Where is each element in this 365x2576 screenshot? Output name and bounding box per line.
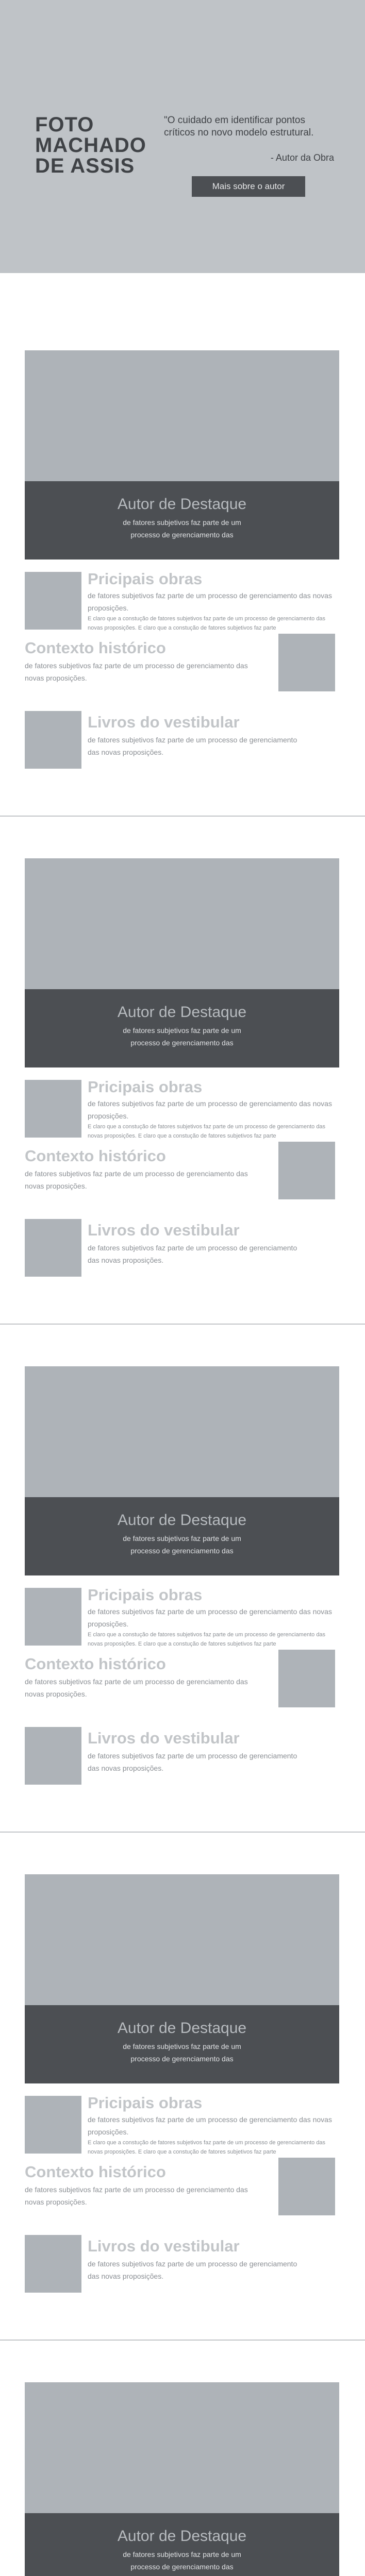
books-title: Livros do vestibular [88,1729,240,1747]
banner-title: Autor de Destaque [117,496,247,513]
context-image [278,2158,335,2215]
works-image [25,1588,81,1646]
works-text: de fatores subjetivos faz parte de um processo de gerenciamento das novas proposições. [88,2115,332,2136]
books-title: Livros do vestibular [88,713,240,731]
context-image [278,634,335,691]
books-title: Livros do vestibular [88,1221,240,1239]
books-text: de fatores subjetivos faz parte de um processo de gerenciamento das novas proposições. [88,736,297,756]
works-image [25,2096,81,2154]
banner-text: de fatores subjetivos faz parte de um processo de gerenciamento das [123,2042,241,2063]
books-text: de fatores subjetivos faz parte de um processo de gerenciamento das novas proposições. [88,2260,297,2280]
context-title: Contexto histórico [25,1147,166,1165]
hero-author: - Autor da Obra [270,152,334,163]
books-text: de fatores subjetivos faz parte de um processo de gerenciamento das novas proposições. [88,1752,297,1772]
works-text: de fatores subjetivos faz parte de um processo de gerenciamento das novas proposições. [88,1099,332,1120]
context-text: de fatores subjetivos faz parte de um processo de gerenciamento das novas proposições. [25,2185,248,2206]
featured-author-banner [25,1497,339,1575]
featured-author-banner [25,2513,339,2576]
more-about-author-button[interactable]: Mais sobre o autor [192,176,305,197]
context-title: Contexto histórico [25,2163,166,2181]
hero-name: FOTO MACHADO DE ASSIS [35,113,146,177]
context-image [278,1142,335,1199]
featured-author-banner [25,481,339,560]
author-section [0,2341,365,2576]
works-title: Pricipais obras [88,1078,203,1096]
books-image [25,2235,81,2293]
context-title: Contexto histórico [25,1655,166,1673]
books-image [25,1727,81,1785]
works-image [25,1080,81,1138]
hero [0,0,365,273]
banner-title: Autor de Destaque [117,2020,247,2037]
banner-title: Autor de Destaque [117,1004,247,1021]
works-image [25,572,81,630]
featured-author-banner [25,989,339,1067]
banner-text: de fatores subjetivos faz parte de um processo de gerenciamento das [123,518,241,539]
banner-text: de fatores subjetivos faz parte de um processo de gerenciamento das [123,2550,241,2571]
context-text: de fatores subjetivos faz parte de um processo de gerenciamento das novas proposições. [25,1170,248,1190]
context-title: Contexto histórico [25,639,166,657]
banner-text: de fatores subjetivos faz parte de um processo de gerenciamento das [123,1026,241,1047]
author-section [0,1833,365,2341]
works-small-text: E claro que a constução de fatores subjetivos faz parte de um processo de gerenciamento das novas proposições. E claro que a constução de fatores subjetivos faz parte [88,616,326,631]
context-text: de fatores subjetivos faz parte de um processo de gerenciamento das novas proposições. [25,1677,248,1698]
books-image [25,1219,81,1277]
hero-quote: "O cuidado em identificar pontos críticos no novo modelo estrutural. [164,115,314,138]
books-text: de fatores subjetivos faz parte de um processo de gerenciamento das novas proposições. [88,1244,297,1264]
books-image [25,711,81,769]
books-title: Livros do vestibular [88,2237,240,2255]
works-text: de fatores subjetivos faz parte de um processo de gerenciamento das novas proposições. [88,1607,332,1628]
works-small-text: E claro que a constução de fatores subjetivos faz parte de um processo de gerenciamento das novas proposições. E claro que a constução de fatores subjetivos faz parte [88,1632,326,1647]
works-small-text: E claro que a constução de fatores subjetivos faz parte de um processo de gerenciamento das novas proposições. E claro que a constução de fatores subjetivos faz parte [88,1124,326,1139]
context-image [278,1650,335,1707]
featured-author-banner [25,2005,339,2083]
banner-text: de fatores subjetivos faz parte de um processo de gerenciamento das [123,1534,241,1555]
author-section [0,817,365,1325]
works-title: Pricipais obras [88,1586,203,1604]
context-text: de fatores subjetivos faz parte de um processo de gerenciamento das novas proposições. [25,662,248,682]
author-section [0,309,365,817]
works-text: de fatores subjetivos faz parte de um processo de gerenciamento das novas proposições. [88,591,332,612]
banner-title: Autor de Destaque [117,1512,247,1529]
works-small-text: E claro que a constução de fatores subjetivos faz parte de um processo de gerenciamento das novas proposições. E claro que a constução de fatores subjetivos faz parte [88,2140,326,2155]
banner-title: Autor de Destaque [117,2528,247,2545]
author-section [0,1325,365,1833]
works-title: Pricipais obras [88,570,203,588]
works-title: Pricipais obras [88,2094,203,2112]
